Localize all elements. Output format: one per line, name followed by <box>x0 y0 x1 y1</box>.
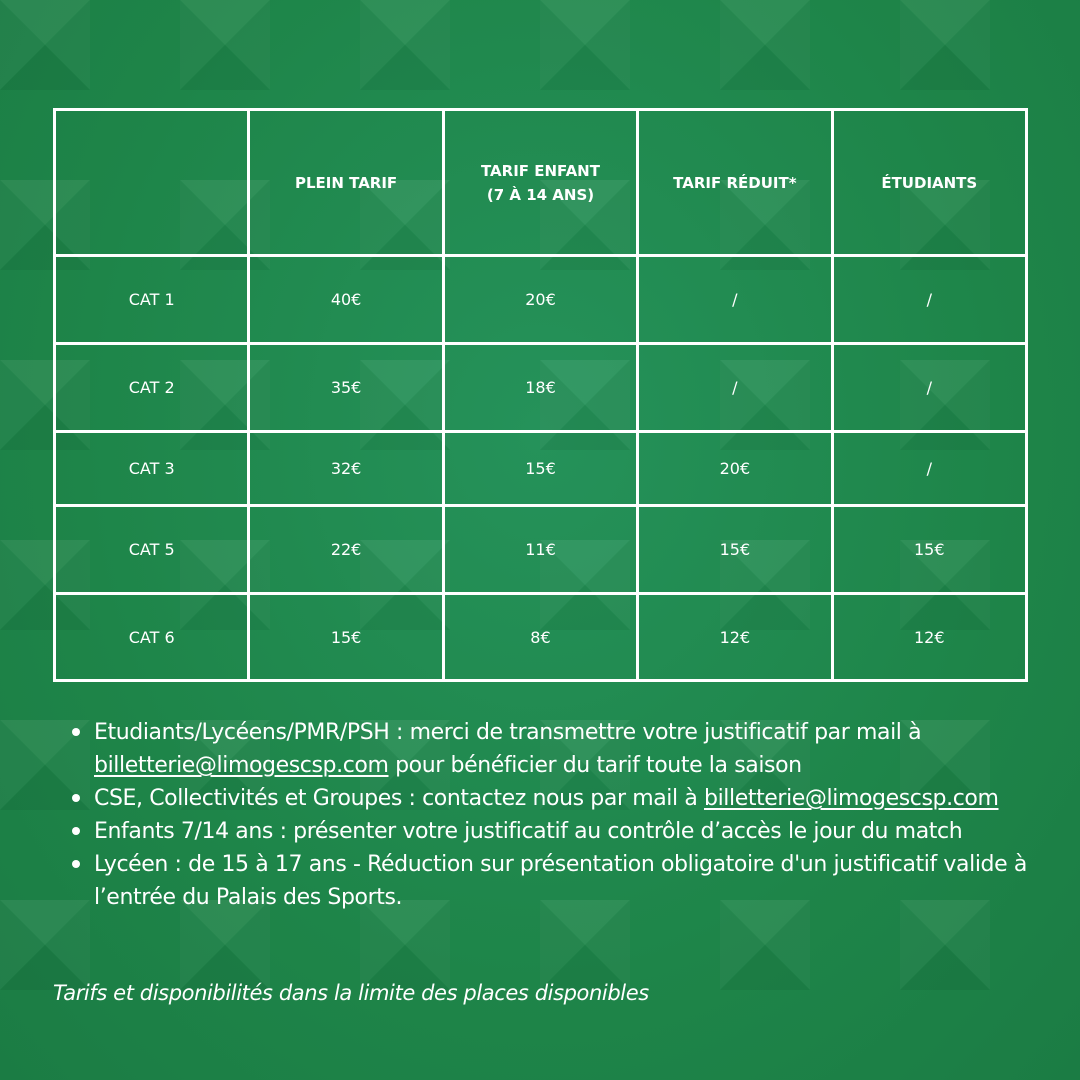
price-cell: 15€ <box>638 506 832 594</box>
price-cell: 22€ <box>249 506 443 594</box>
table-header-plein-tarif: PLEIN TARIF <box>249 110 443 256</box>
list-item <box>94 815 1044 848</box>
list-item <box>94 782 1044 815</box>
price-cell: 15€ <box>249 594 443 681</box>
price-cell: / <box>638 256 832 344</box>
price-cell: 20€ <box>638 432 832 506</box>
price-cell: / <box>832 432 1026 506</box>
email-link[interactable]: billetterie@limogescsp.com <box>704 786 999 811</box>
price-cell: / <box>832 344 1026 432</box>
price-cell: 12€ <box>832 594 1026 681</box>
table-row <box>55 594 1027 681</box>
note-text: Lycéen : de 15 à 17 ans - Réduction sur présentation obligatoire d'un justificatif valide à l’entrée du Palais des Sports. <box>94 852 1027 910</box>
note-text: Etudiants/Lycéens/PMR/PSH : merci de transmettre votre justificatif par mail à <box>94 720 922 745</box>
table-row <box>55 506 1027 594</box>
table-header-tarif-enfant: TARIF ENFANT (7 À 14 ANS) <box>443 110 637 256</box>
table-header-corner <box>55 110 249 256</box>
price-cell: 15€ <box>832 506 1026 594</box>
price-cell: / <box>832 256 1026 344</box>
info-notes-list <box>94 716 1044 914</box>
category-cell: CAT 6 <box>55 594 249 681</box>
category-cell: CAT 3 <box>55 432 249 506</box>
price-cell: 15€ <box>443 432 637 506</box>
price-cell: 11€ <box>443 506 637 594</box>
bullet-icon <box>72 827 80 835</box>
note-text: CSE, Collectivités et Groupes : contactez nous par mail à <box>94 786 704 811</box>
bullet-icon <box>72 860 80 868</box>
price-cell: 32€ <box>249 432 443 506</box>
list-item <box>94 848 1044 914</box>
price-cell: 12€ <box>638 594 832 681</box>
price-cell: 35€ <box>249 344 443 432</box>
note-text: Enfants 7/14 ans : présenter votre justificatif au contrôle d’accès le jour du match <box>94 819 963 844</box>
category-cell: CAT 5 <box>55 506 249 594</box>
availability-footnote: Tarifs et disponibilités dans la limite des places disponibles <box>53 981 649 1005</box>
table-row <box>55 432 1027 506</box>
note-text: pour bénéficier du tarif toute la saison <box>388 753 802 778</box>
price-cell: / <box>638 344 832 432</box>
table-header-etudiants: ÉTUDIANTS <box>832 110 1026 256</box>
table-row <box>55 256 1027 344</box>
bullet-icon <box>72 728 80 736</box>
email-link[interactable]: billetterie@limogescsp.com <box>94 753 389 778</box>
price-cell: 20€ <box>443 256 637 344</box>
list-item <box>94 716 1044 782</box>
table-header-row <box>55 110 1027 256</box>
bullet-icon <box>72 794 80 802</box>
price-cell: 8€ <box>443 594 637 681</box>
category-cell: CAT 1 <box>55 256 249 344</box>
price-table <box>53 108 1028 682</box>
price-cell: 18€ <box>443 344 637 432</box>
table-header-tarif-reduit: TARIF RÉDUIT* <box>638 110 832 256</box>
table-row <box>55 344 1027 432</box>
price-cell: 40€ <box>249 256 443 344</box>
category-cell: CAT 2 <box>55 344 249 432</box>
